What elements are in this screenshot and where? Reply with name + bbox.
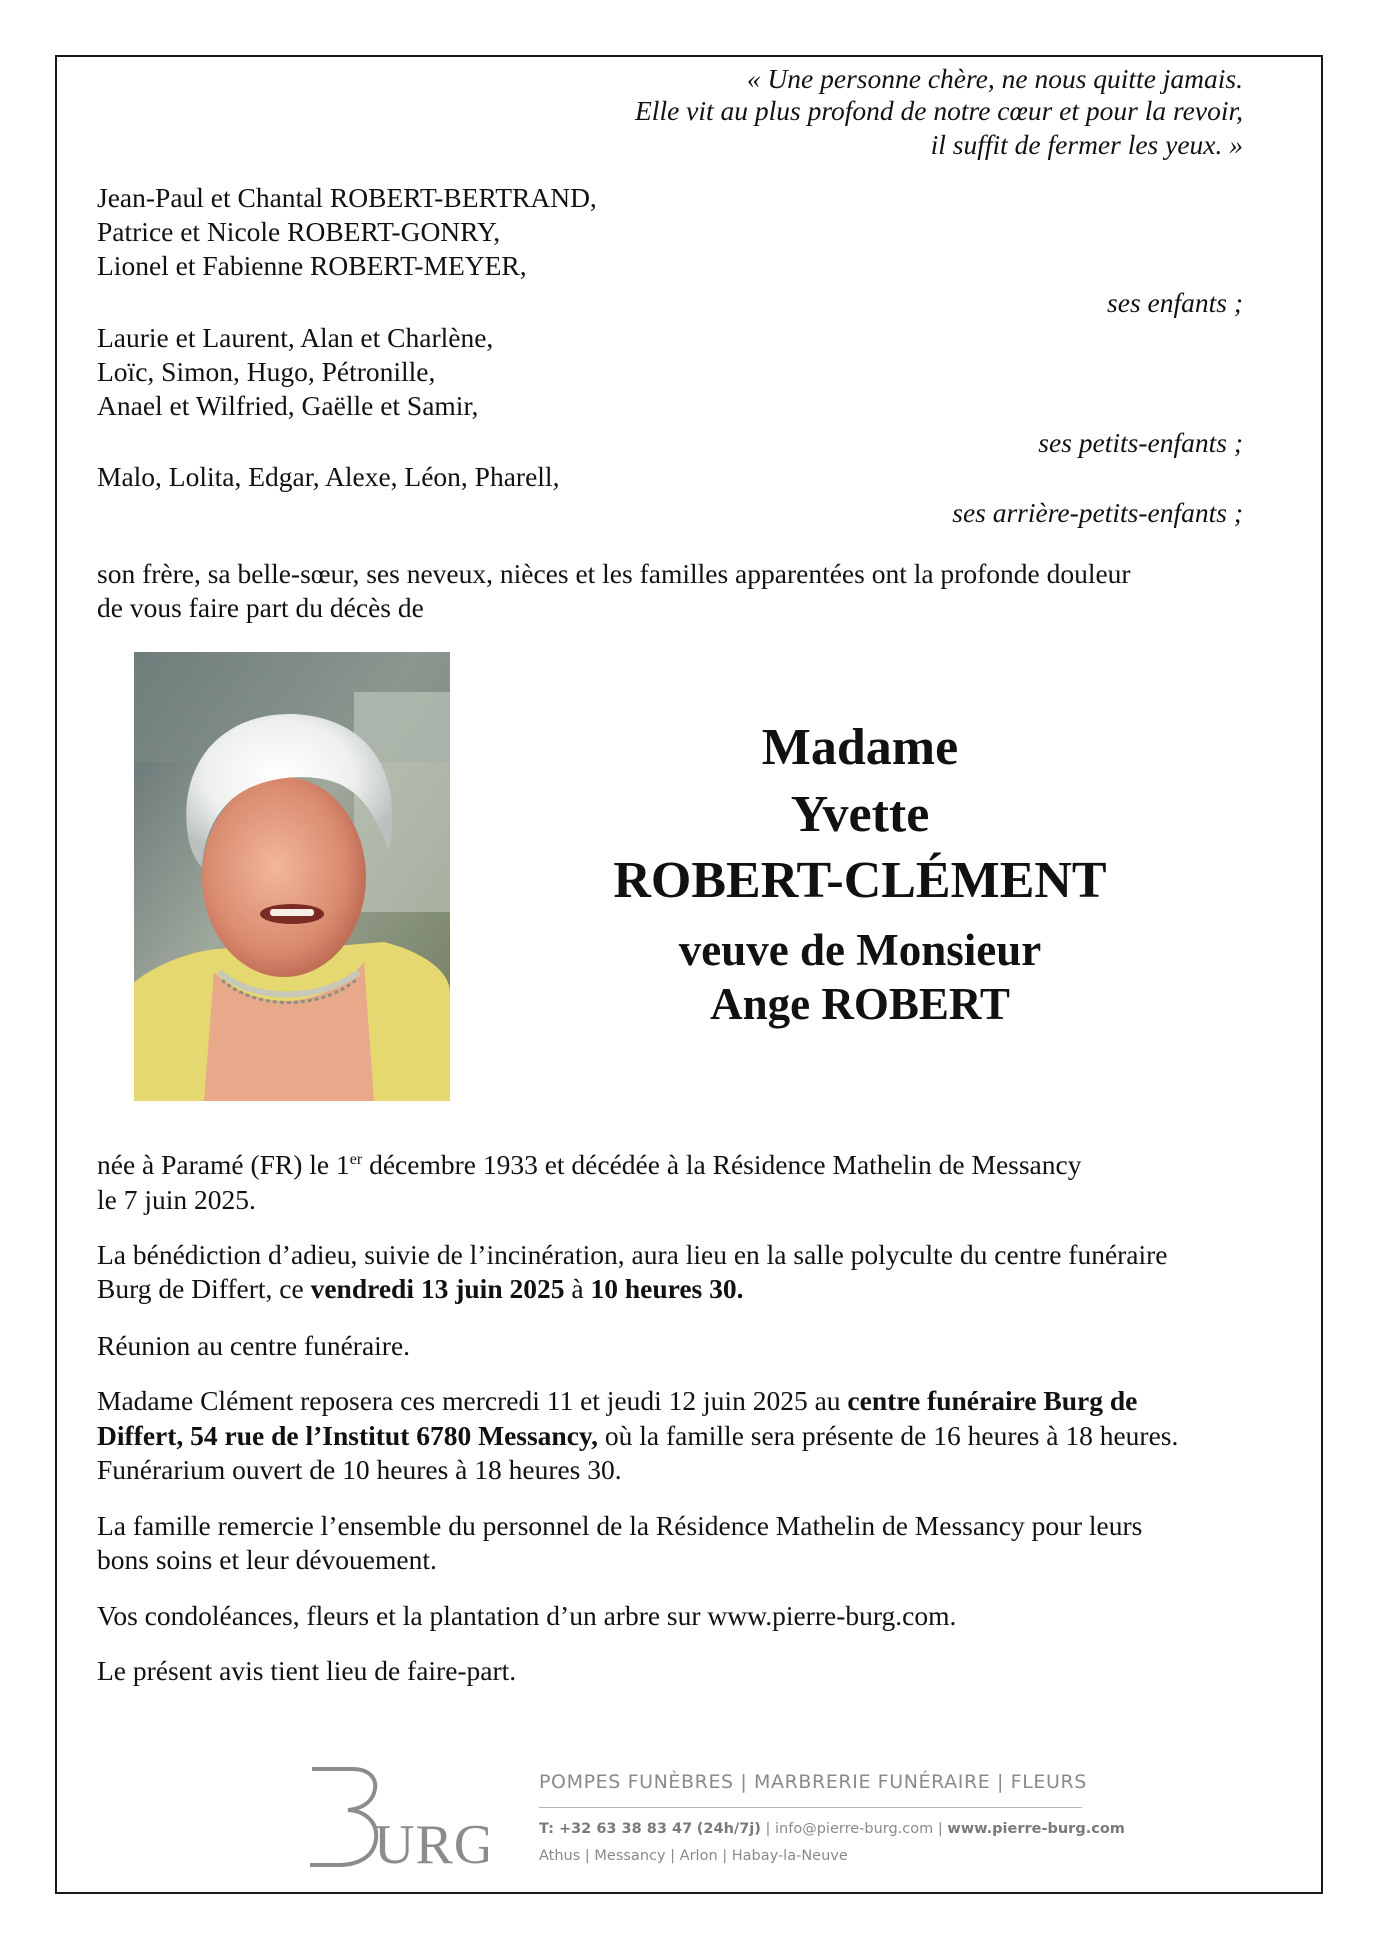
grandchildren-name: Laurie et Laurent, Alan et Charlène,	[97, 322, 494, 353]
deceased-spouse: Ange ROBERT	[710, 979, 1010, 1029]
grandchildren-name: Loïc, Simon, Hugo, Pétronille,	[97, 356, 436, 387]
viewing-line-2: Differt, 54 rue de l’Institut 6780 Messancy, où la famille sera présente de 16 heures à 18 heures.	[97, 1420, 1179, 1451]
quote-line-3: il suffit de fermer les yeux. »	[930, 129, 1243, 160]
announcement-line-1: son frère, sa belle-sœur, ses neveux, nièces et les familles apparentées ont la profonde douleur	[97, 558, 1131, 589]
ceremony-line-1: La bénédiction d’adieu, suivie de l’incinération, aura lieu en la salle polyculte du centre funéraire	[97, 1239, 1168, 1270]
thanks-line-2: bons soins et leur dévouement.	[97, 1544, 437, 1575]
children-name: Jean-Paul et Chantal ROBERT-BERTRAND,	[97, 182, 597, 213]
footer-website[interactable]: www.pierre-burg.com	[947, 1821, 1125, 1837]
children-name: Lionel et Fabienne ROBERT-MEYER,	[97, 250, 527, 281]
footer-phone-hours: (24h/7j)	[696, 1821, 761, 1837]
deceased-title: Madame	[761, 719, 959, 776]
notice-text: Le présent avis tient lieu de faire-part.	[97, 1655, 517, 1686]
footer-contact: T: +32 63 38 83 47 (24h/7j) | info@pierre-burg.com | www.pierre-burg.com	[539, 1821, 1125, 1837]
burg-logo	[308, 1763, 488, 1871]
footer-services: POMPES FUNÈBRES | MARBRERIE FUNÉRAIRE | FLEURS	[539, 1771, 1087, 1793]
quote-line-1: « Une personne chère, ne nous quitte jamais.	[746, 63, 1243, 94]
meeting-text: Réunion au centre funéraire.	[97, 1330, 411, 1361]
grandchildren-name: Anael et Wilfried, Gaëlle et Samir,	[97, 390, 479, 421]
portrait-photo	[134, 652, 450, 1101]
viewing-line-3: Funérarium ouvert de 10 heures à 18 heures 30.	[97, 1454, 622, 1485]
announcement-line-2: de vous faire part du décès de	[97, 592, 424, 623]
quote-line-2: Elle vit au plus profond de notre cœur et pour la revoir,	[635, 95, 1243, 126]
viewing-line-1: Madame Clément reposera ces mercredi 11 et jeudi 12 juin 2025 au centre funéraire Burg de	[97, 1385, 1138, 1416]
thanks-line-1: La famille remercie l’ensemble du personnel de la Résidence Mathelin de Messancy pour leurs	[97, 1510, 1143, 1541]
deceased-last-name: ROBERT-CLÉMENT	[613, 852, 1107, 909]
birth-death-line-2: le 7 juin 2025.	[97, 1184, 256, 1215]
svg-text:URG: URG	[374, 1814, 488, 1871]
great-grandchildren-label: ses arrière-petits-enfants ;	[952, 497, 1243, 528]
grandchildren-label: ses petits-enfants ;	[1038, 427, 1243, 458]
condolences-text: Vos condoléances, fleurs et la plantation d’un arbre sur www.pierre-burg.com.	[97, 1600, 957, 1631]
deceased-widow-line: veuve de Monsieur	[678, 925, 1042, 975]
deceased-first-name: Yvette	[790, 786, 930, 843]
children-label: ses enfants ;	[1107, 287, 1243, 318]
birth-death-line-1: née à Paramé (FR) le 1er décembre 1933 et décédée à la Résidence Mathelin de Messancy	[97, 1149, 1082, 1180]
footer-phone: T: +32 63 38 83 47	[539, 1821, 693, 1837]
ceremony-line-2: Burg de Differt, ce vendredi 13 juin 2025 à 10 heures 30.	[97, 1273, 744, 1304]
great-grandchildren-name: Malo, Lolita, Edgar, Alexe, Léon, Pharell,	[97, 461, 560, 492]
footer-divider	[539, 1807, 1082, 1808]
footer-locations: Athus | Messancy | Arlon | Habay-la-Neuve	[539, 1848, 848, 1864]
children-name: Patrice et Nicole ROBERT-GONRY,	[97, 216, 501, 247]
footer-email[interactable]: info@pierre-burg.com	[775, 1821, 934, 1837]
